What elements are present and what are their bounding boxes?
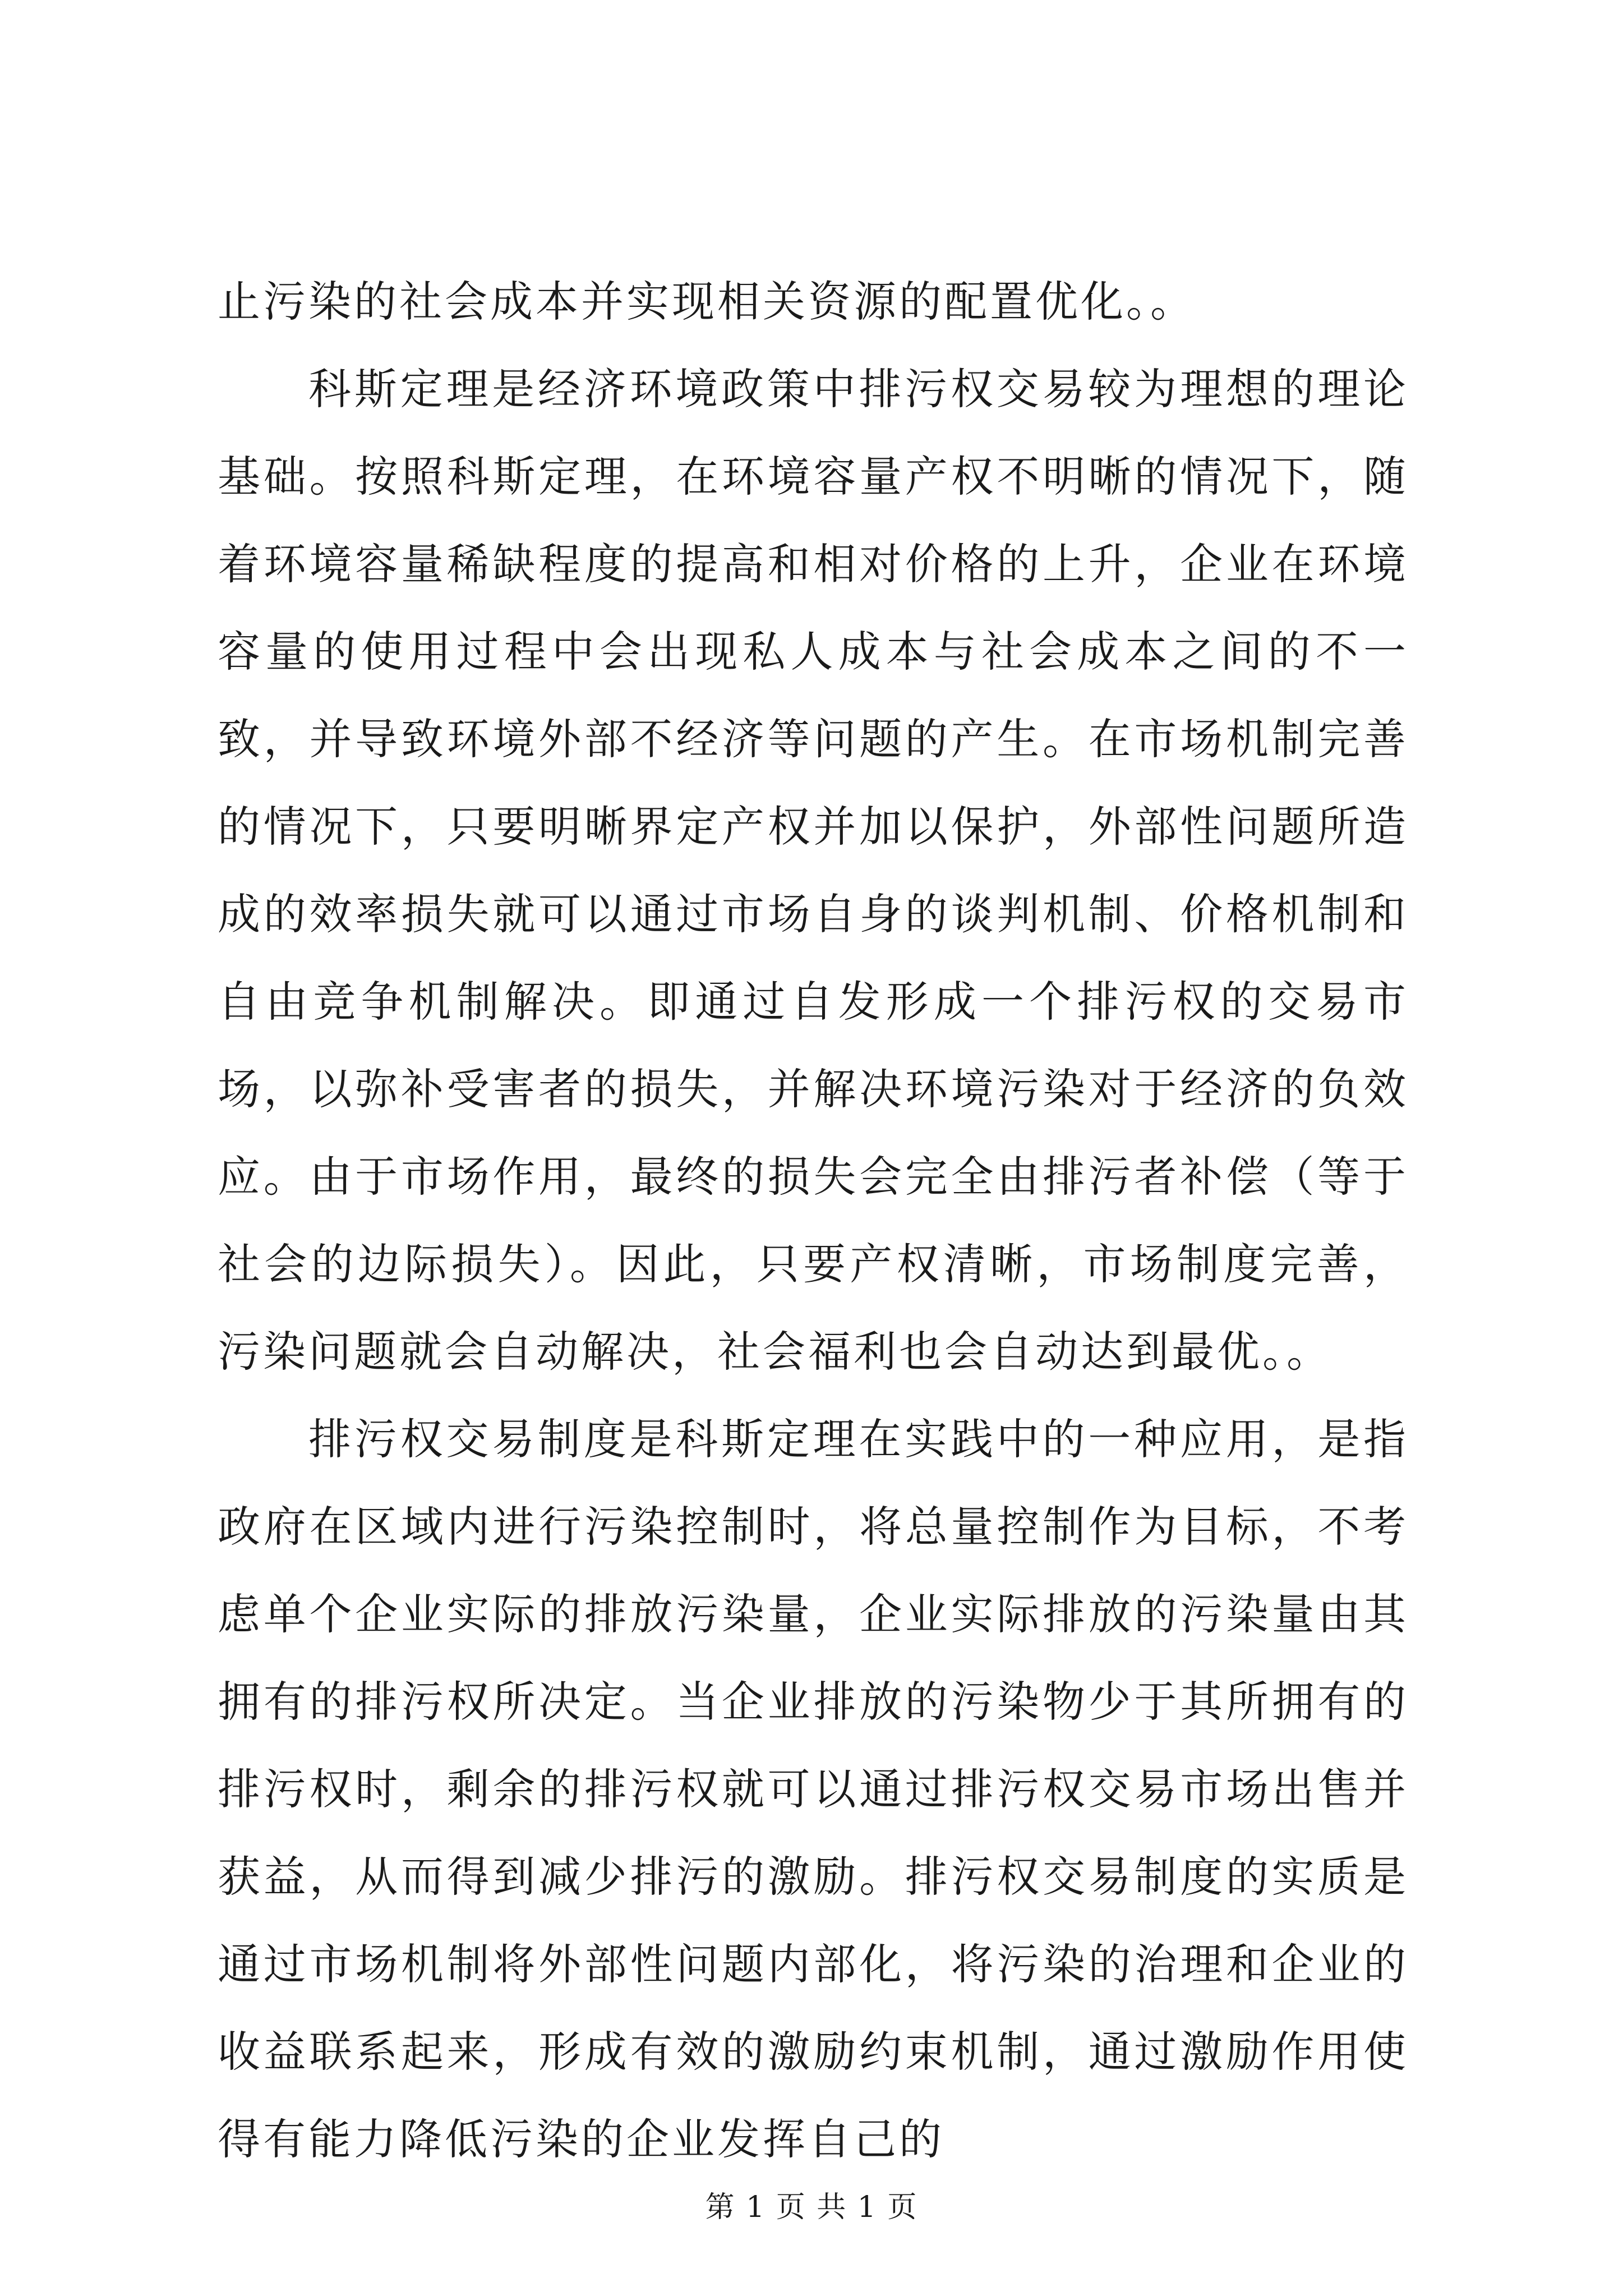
paragraph-coase-theorem: 科斯定理是经济环境政策中排污权交易较为理想的理论基础。按照科斯定理，在环境容量产权不明晰的情况下，随着环境容量稀缺程度的提高和相对价格的上升，企业在环境容量的使用过程中会出现私人成本与社会成本之间的不一致，并导致环境外部不经济等问题的产生。在市场机制完善的情况下，只要明晰界定产权并加以保护，外部性问题所造成的效率损失就可以通过市场自身的谈判机制、价格机制和自由竞争机制解决。即通过自发形成一个排污权的交易市场，以弥补受害者的损失，并解决环境污染对于经济的负效应。由于市场作用，最终的损失会完全由排污者补偿（等于社会的边际损失）。因此，只要产权清晰，市场制度完善，污染问题就会自动解决，社会福利也会自动达到最优。。: [218, 364, 1409, 1377]
paragraph-emissions-trading: 排污权交易制度是科斯定理在实践中的一种应用，是指政府在区域内进行污染控制时，将总量控制作为目标，不考虑单个企业实际的排放污染量，企业实际排放的污染量由其拥有的排污权所决定。当企业排放的污染物少于其所拥有的排污权时，剩余的排污权就可以通过排污权交易市场出售并获益，从而得到减少排污的激励。排污权交易制度的实质是通过市场机制将外部性问题内部化，将污染的治理和企业的收益联系起来，形成有效的激励约束机制，通过激励作用使得有能力降低污染的企业发挥自己的: [218, 1414, 1409, 2164]
page-footer: 第 1 页 共 1 页: [705, 2191, 918, 2224]
document-body: [218, 258, 1409, 2183]
paragraph-continuation: 止污染的社会成本并实现相关资源的配置优化。。: [218, 277, 1196, 326]
